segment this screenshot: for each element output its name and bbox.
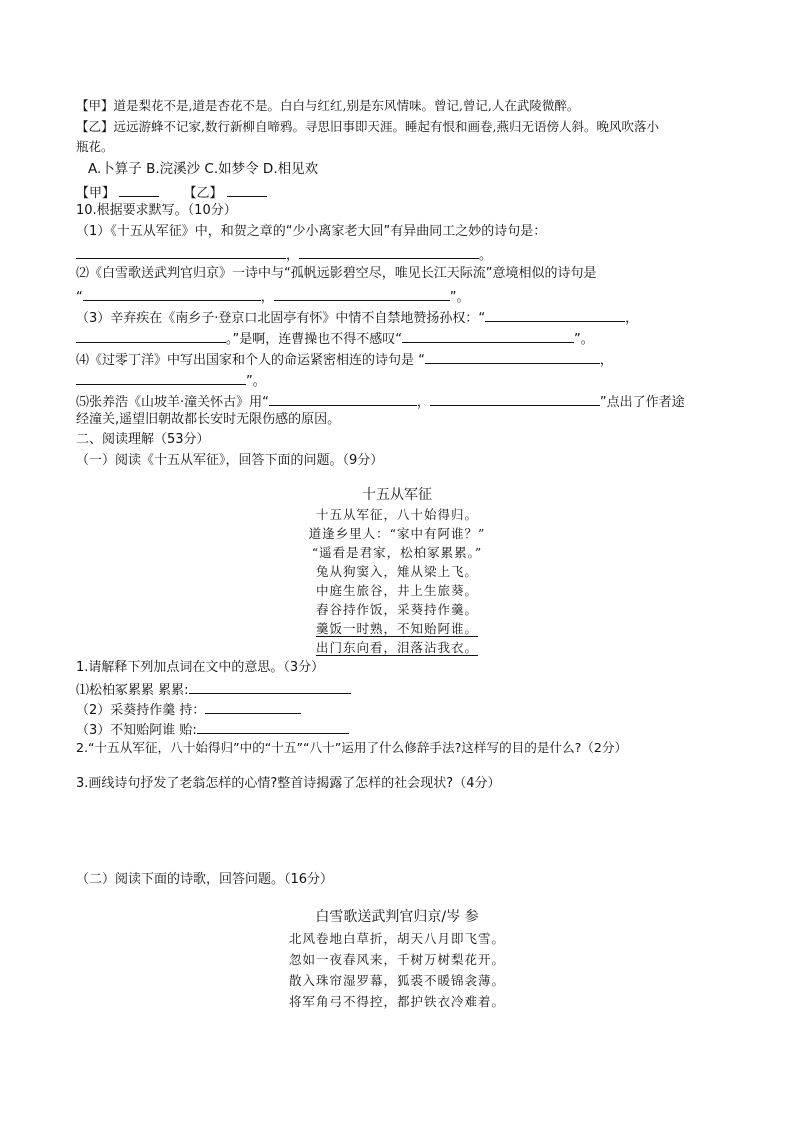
q10-s2-blank-2[interactable] <box>274 287 450 301</box>
open-quote: “ <box>76 290 83 305</box>
part-two-heading: （二）阅读下面的诗歌，回答问题。（16分） <box>76 872 334 887</box>
q10-s4-prompt <box>76 350 613 369</box>
q10-s3-prompt <box>76 308 638 327</box>
poem2-line: 散入珠帘湿罗幕，狐裘不暖锦衾薄。 <box>288 973 505 988</box>
question-1b-blank[interactable] <box>205 700 301 714</box>
question-1c-label: （3）不知贻阿谁 贻: <box>76 723 197 738</box>
comma: ， <box>599 353 613 368</box>
poem2-line: 北风卷地白草折，胡天八月即飞雪。 <box>288 931 505 946</box>
poem2-line: 将军角弓不得控，都护铁衣冷难着。 <box>288 994 505 1009</box>
question-2: 2.“十五从军征，八十始得归”中的“十五”“八十”运用了什么修辞手法?这样写的目的是什么?（2分） <box>76 740 628 755</box>
question-1a-blank[interactable] <box>189 680 351 694</box>
poem-title: 十五从军征 <box>362 487 432 503</box>
close-quote: ”。 <box>449 290 470 305</box>
q10-s3-blank-1[interactable] <box>485 308 625 322</box>
answer-jia-blank[interactable] <box>119 183 159 197</box>
question-1: 1.请解释下列加点词在文中的意思。（3分） <box>76 660 325 675</box>
q10-s5-prompt <box>76 392 685 411</box>
comma: ， <box>416 395 430 410</box>
cipai-options: A.卜算子 B.浣溪沙 C.如梦令 D.相见欢 <box>88 161 319 177</box>
q10-s4-answer <box>76 371 266 390</box>
underlined-text: 出门东向看，泪落沾我衣。 <box>315 640 478 655</box>
question-1b <box>76 700 301 719</box>
q10-s3-mid-text: 。”是啊，连曹操也不得不感叹“ <box>226 332 402 347</box>
q10-heading: 10.根据要求默写。（10分） <box>76 203 237 218</box>
section-two-heading: 二、阅读理解（53分） <box>76 432 210 447</box>
comma: ， <box>260 290 274 305</box>
close-quote: ”。 <box>246 374 266 389</box>
comma: ， <box>286 248 300 263</box>
q10-s4-blank-2[interactable] <box>76 371 246 385</box>
q10-s2-blank-1[interactable] <box>83 287 261 301</box>
poem-underlined-line <box>0 640 794 656</box>
q10-s1-prompt: （1）《十五从军征》中，和贺之章的“少小离家老大回”有异曲同工之妙的诗句是： <box>76 224 547 239</box>
answer-yi-label: 【乙】 <box>183 186 223 201</box>
q10-s1-blank-1[interactable] <box>76 245 286 259</box>
q10-s5-continued: 经潼关,遥望旧朝故都长安时无限伤感的原因。 <box>76 412 341 427</box>
q10-s5-end-text: ”点出了作者途 <box>599 395 685 410</box>
q10-s1-blank-2[interactable] <box>299 245 479 259</box>
poem-jia-text: 【甲】道是梨花不是,道是杏花不是。白白与红红,别是东风情味。曾记,曾记,人在武陵微醉。 <box>76 98 580 113</box>
answer-jia-label: 【甲】 <box>76 186 116 201</box>
poem2-line: 忽如一夜春风来，千树万树梨花开。 <box>288 952 505 967</box>
q10-s5-blank-1[interactable] <box>269 392 417 406</box>
q10-s5-blank-2[interactable] <box>430 392 600 406</box>
poem-line: 中庭生旅谷，井上生旅葵。 <box>315 583 478 598</box>
answer-yi-blank[interactable] <box>227 183 267 197</box>
q10-s3-blank-3[interactable] <box>402 329 574 343</box>
question-1c <box>76 720 349 739</box>
poem-line: 兔从狗窦入，雉从梁上飞。 <box>315 564 478 579</box>
poem-line: 舂谷持作饭，采葵持作羹。 <box>315 602 478 617</box>
part-one-heading: （一）阅读《十五从军征》，回答下面的问题。（9分） <box>76 453 384 468</box>
question-3: 3.画线诗句抒发了老翁怎样的心情?整首诗揭露了怎样的社会现状?（4分） <box>76 776 501 791</box>
q10-s3-blank-2[interactable] <box>76 329 226 343</box>
q10-s3-answer <box>76 329 594 348</box>
poem-line: 十五从军征，八十始得归。 <box>315 507 478 522</box>
q10-s2-prompt: ⑵《白雪歌送武判官归京》一诗中与“孤帆远影碧空尽，唯见长江天际流”意境相似的诗句是 <box>76 266 597 281</box>
underlined-text: 羹饭一时熟，不知贻阿谁。 <box>315 621 478 636</box>
q10-s2-answer <box>76 287 470 306</box>
question-1a-label: ⑴松柏冢累累 累累: <box>76 683 189 698</box>
question-1c-blank[interactable] <box>197 720 349 734</box>
q10-s1-answer <box>76 245 492 264</box>
question-1a <box>76 680 351 699</box>
q10-s4-blank-1[interactable] <box>425 350 600 364</box>
poem-underlined-line <box>0 621 794 637</box>
q10-s5-text: ⑸张养浩《山坡羊·潼关怀古》用“ <box>76 395 269 410</box>
period: 。 <box>479 248 493 263</box>
q10-s4-text: ⑷《过零丁洋》中写出国家和个人的命运紧密相连的诗句是 “ <box>76 353 425 368</box>
q10-s3-text: （3）辛弃疾在《南乡子·登京口北固亭有怀》中情不自禁地赞扬孙权：“ <box>76 311 486 326</box>
poem-line: 道逢乡里人：“家中有阿谁？” <box>308 526 486 541</box>
poem2-title: 白雪歌送武判官归京/岑 参 <box>315 909 479 925</box>
q9-answer-row <box>76 183 267 202</box>
poem-yi-text-line2: 瓶花。 <box>76 139 114 154</box>
close-quote: ”。 <box>573 332 594 347</box>
poem-line: “遥看是君家，松柏冢累累。” <box>311 545 483 560</box>
comma: ， <box>625 311 639 326</box>
question-1b-label: （2）采葵持作羹 持： <box>76 703 206 718</box>
poem-yi-text-line1: 【乙】远远游蜂不记家,数行新柳自啼鸦。寻思旧事即天涯。睡起有恨和画卷,燕归无语傍人斜。晚风吹落小 <box>76 119 659 134</box>
